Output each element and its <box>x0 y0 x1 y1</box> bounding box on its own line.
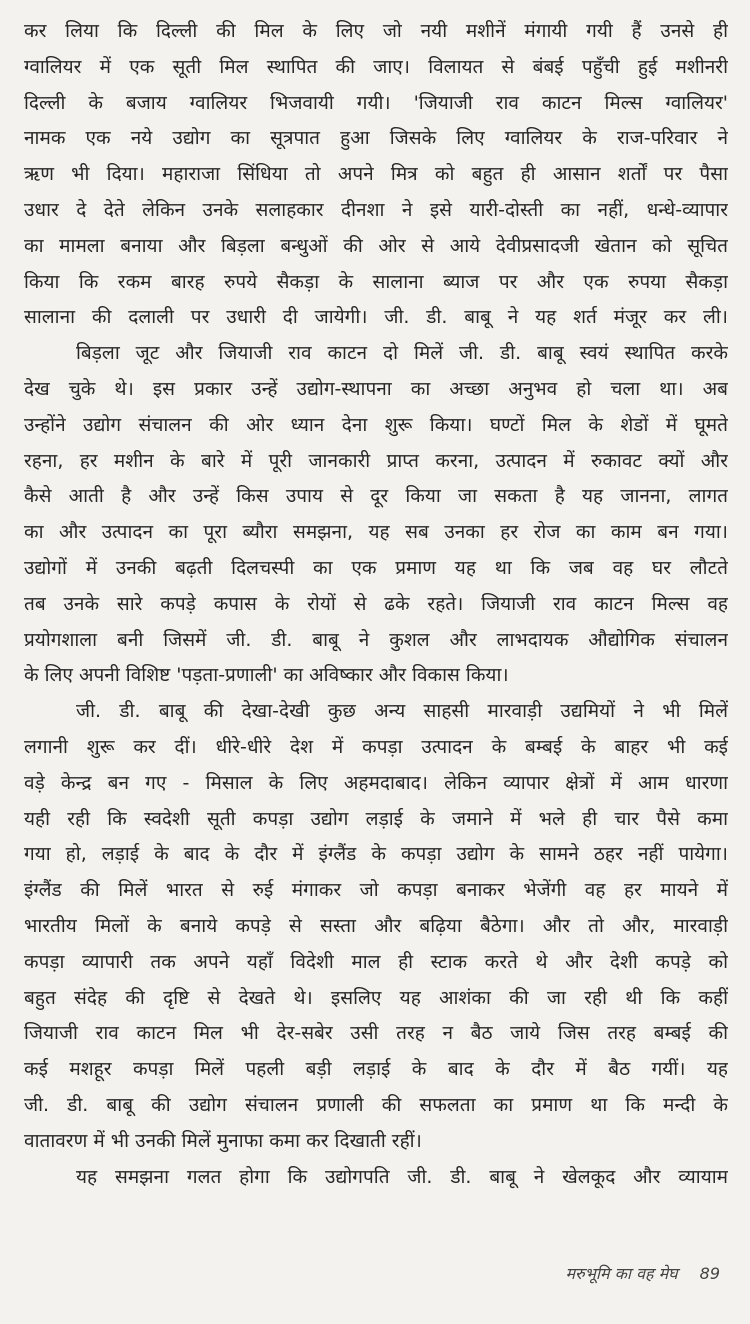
text-line: उधार दे देते लेकिन उनके सलाहकार दीनशा ने इसे यारी-दोस्ती का नहीं, धन्धे-व्यापार <box>24 198 728 221</box>
text-line: ऋण भी दिया। महाराजा सिंधिया तो अपने मित्र को बहुत ही आसान शर्तों पर पैसा <box>24 163 728 186</box>
text-line: नामक एक नये उद्योग का सूत्रपात हुआ जिसके लिए ग्वालियर के राज-परिवार ने <box>24 127 728 150</box>
text-line: कर लिया कि दिल्ली की मिल के लिए जो नयी मशीनें मंगायी गयी हैं उनसे ही <box>24 20 728 42</box>
text-line: जियाजी राव काटन मिल भी देर-सबेर उसी तरह न बैठ जाये जिस तरह बम्बई की <box>24 1022 728 1045</box>
text-line: उन्होंने उद्योग संचालन की ओर ध्यान देना शुरू किया। घण्टों मिल के शेडों में घूमते <box>24 413 728 436</box>
text-line: का और उत्पादन का पूरा ब्यौरा समझना, यह सब उनका हर रोज का काम बन गया। <box>24 521 728 544</box>
page-footer <box>565 1262 720 1284</box>
text-line: तब उनके सारे कपड़े कपास के रोयों से ढके रहते। जियाजी राव काटन मिल्स वह <box>24 592 728 615</box>
text-line: के लिए अपनी विशिष्ट 'पड़ता-प्रणाली' का अविष्कार और विकास किया। <box>24 664 509 687</box>
text-line: इंग्लैंड की मिलें भारत से रुई मंगाकर जो कपड़ा बनाकर भेजेंगी वह हर मायने में <box>24 879 728 902</box>
text-line: प्रयोगशाला बनी जिसमें जी. डी. बाबू ने कुशल और लाभदायक औद्योगिक संचालन <box>24 628 728 651</box>
text-line: लगानी शुरू कर दीं। धीरे-धीरे देश में कपड़ा उत्पादन के बम्बई के बाहर भी कई <box>24 735 728 758</box>
text-line: किया कि रकम बारह रुपये सैकड़ा के सालाना ब्याज पर और एक रुपया सैकड़ा <box>24 270 728 293</box>
text-line: बहुत संदेह की दृष्टि से देखते थे। इसलिए यह आशंका की जा रही थी कि कहीं <box>24 986 728 1009</box>
text-line: जी. डी. बाबू की देखा-देखी कुछ अन्य साहसी मारवाड़ी उद्यमियों ने भी मिलें <box>76 700 728 723</box>
text-line: भारतीय मिलों के बनाये कपड़े से सस्ता और बढ़िया बैठेगा। और तो और, मारवाड़ी <box>24 914 728 937</box>
text-line: यह समझना गलत होगा कि उद्योगपति जी. डी. बाबू ने खेलकूद और व्यायाम <box>76 1165 728 1188</box>
text-line: कैसे आती है और उन्हें किस उपाय से दूर किया जा सकता है यह जानना, लागत <box>24 485 728 508</box>
text-line: ग्वालियर में एक सूती मिल स्थापित की जाए। विलायत से बंबई पहुँची हुई मशीनरी <box>24 55 728 78</box>
page-number: 89 <box>699 1264 720 1283</box>
body-text <box>24 14 728 1195</box>
text-line: कई मशहूर कपड़ा मिलें पहली बड़ी लड़ाई के बाद के दौर में बैठ गयीं। यह <box>24 1058 728 1081</box>
text-line: यही रही कि स्वदेशी सूती कपड़ा उद्योग लड़ाई के जमाने में भले ही चार पैसे कमा <box>24 807 728 830</box>
text-line: सालाना की दलाली पर उधारी दी जायेगी। जी. डी. बाबू ने यह शर्त मंजूर कर ली। <box>24 306 728 329</box>
text-line: वातावरण में भी उनकी मिलें मुनाफा कमा कर दिखाती रहीं। <box>24 1129 422 1152</box>
text-line: जी. डी. बाबू की उद्योग संचालन प्रणाली की सफलता का प्रमाण था कि मन्दी के <box>24 1093 728 1116</box>
text-line: का मामला बनाया और बिड़ला बन्धुओं की ओर से आये देवीप्रसादजी खेतान को सूचित <box>24 234 728 257</box>
text-line: उद्योगों में उनकी बढ़ती दिलचस्पी का एक प्रमाण यह था कि जब वह घर लौटते <box>24 556 728 579</box>
text-line: गया हो, लड़ाई के बाद के दौर में इंग्लैंड के कपड़ा उद्योग के सामने ठहर नहीं पायेगा। <box>24 843 728 866</box>
text-line: दिल्ली के बजाय ग्वालियर भिजवायी गयी। 'जियाजी राव काटन मिल्स ग्वालियर' <box>24 91 728 114</box>
text-line: देख चुके थे। इस प्रकार उन्हें उद्योग-स्थापना का अच्छा अनुभव हो चला था। अब <box>24 377 728 400</box>
text-line: कपड़ा व्यापारी तक अपने यहाँ विदेशी माल ही स्टाक करते थे और देशी कपड़े को <box>24 950 728 973</box>
text-line: बिड़ला जूट और जियाजी राव काटन दो मिलें जी. डी. बाबू स्वयं स्थापित करके <box>76 342 728 365</box>
running-title: मरुभूमि का वह मेघ <box>565 1264 678 1283</box>
text-line: रहना, हर मशीन के बारे में पूरी जानकारी प्राप्त करना, उत्पादन में रुकावट क्यों और <box>24 449 728 472</box>
text-line: वड़े केन्द्र बन गए - मिसाल के लिए अहमदाबाद। लेकिन व्यापार क्षेत्रों में आम धारणा <box>24 771 728 794</box>
